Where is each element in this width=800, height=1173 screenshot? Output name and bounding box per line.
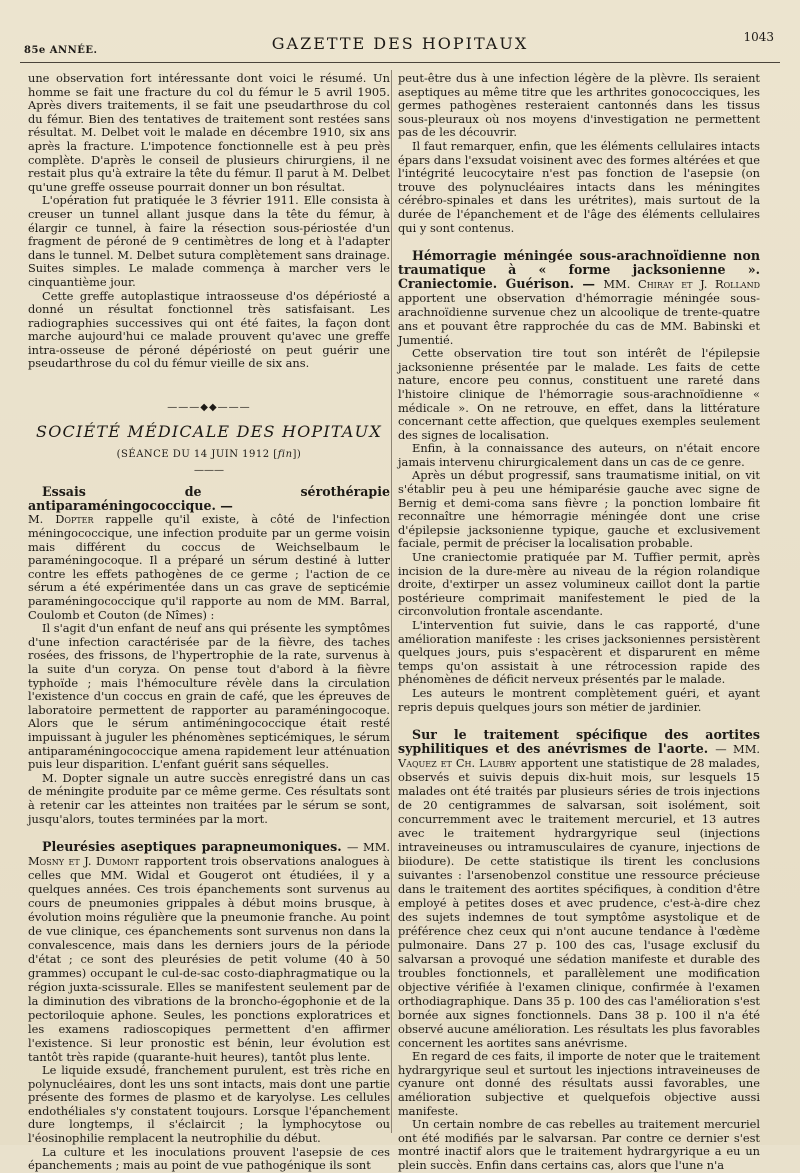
paragraph: Cette greffe autoplastique intraosseuse d'os dépériosté a donné un résultat fonctionnel très satisfaisant. Les radiographies successives qui ont été faites, la façon dont marche aujourd'hui ce malade prouvent qu'avec une greffe intra-osseuse de péroné dépériosté on peut guérir une pseudarthrose du col du fémur vieille de six ans.: [28, 288, 390, 371]
paragraph: Les auteurs le montrent complètement guéri, et ayant repris depuis quelques jours son métier de jardinier.: [398, 685, 760, 714]
ornament-rule: ———◆◆———: [167, 402, 251, 414]
author-name: M. Dopter: [28, 512, 94, 527]
journal-title: GAZETTE DES HOPITAUX: [271, 34, 529, 53]
paragraph: une observation fort intéressante dont voici le résumé. Un homme se fait une fracture du col du fémur le 5 avril 1905. Après divers traitements, il se fait une pseudarthrose du col du fémur. Bien des tentatives de traitement sont restées sans résultat. M. Delbet voit le malade en décembre 1910, six ans après la fracture. L'impotence fonctionnelle est à peu près complète. D'après le conseil de plusieurs chirurgiens, il ne restait plus qu'à extraire la tête du fémur. Il parut à M. Delbet qu'une greffe osseuse pourrait donner un bon résultat.: [28, 71, 390, 194]
paragraph: Cette observation tire tout son intérêt de l'épilepsie jacksonienne présentée par le malade. Les faits de cette nature, encore peu connus, constituent une rareté dans l'histoire clinique de l'hémorragie sous-arachnoïdienne « médicale ». On ne retrouve, en effet, dans la littérature concernant cette affection, que quelques exemples seulement des signes de localisation.: [398, 346, 760, 442]
paragraph: La culture et les inoculations prouvent l'asepsie de ces épanchements ; mais au point de vue pathogénique ils sont: [28, 1144, 390, 1173]
right-column: [398, 72, 760, 1173]
paragraph: Le liquide exsudé, franchement purulent, est très riche en polynucléaires, dont les uns sont intacts, mais dont une partie présente des formes de plasmo et de karyolyse. Les cellules endothéliales s'y constatent toujours. Lorsque l'épanchement dure longtemps, il s'éclaircit ; la lymphocytose ou l'éosinophilie remplacent la neutrophilie du début.: [28, 1063, 390, 1146]
author-name: — MM. Vaquez et Ch. Laubry: [398, 742, 760, 771]
paragraph: En regard de ces faits, il importe de noter que le traitement hydrargyrique seul et surtout les injections intraveineuses de cyanure ont donné des résultats aussi favorables, une amélioration subjective et quelquefois objective aussi manifeste.: [398, 1049, 760, 1118]
paragraph: L'intervention fut suivie, dans le cas rapporté, d'une amélioration manifeste : les crises jacksoniennes persistèrent quelques jours, puis s'espacèrent et disparurent en même temps qu'on assistait à une rétrocession rapide des phénomènes de déficit nerveux présentés par le malade.: [398, 618, 760, 687]
author-name: — MM. Mosny et J. Dumont: [28, 840, 390, 869]
paragraph: Un certain nombre de cas rebelles au traitement mercuriel ont été modifiés par le salvarsan. Par contre ce dernier s'est montré inactif alors que le traitement hydrargyrique a eu un plein succès. Enfin dans certains cas, alors que l'une n'a: [398, 1117, 760, 1172]
section-heading: Pleurésies aseptiques parapneumoniques. — MM. Mosny et J. Dumont rapportent trois observations analogues à celles que MM. Widal et Gougerot ont étudiées, il y a quelques années. Ces trois épanchements sont survenus au cours de pneumonies grippales à début moins brusque, à évolution moins régulière que la pneumonie franche. Au point de vue clinique, ces épanchements sont survenus non dans la convalescence, mais dans les derniers jours de la période d'état ; ce sont des pleurésies de petit volume (40 à 50 grammes) occupant le cul-de-sac costo-diaphragmatique ou la région juxta-scissurale. Elles se manifestent seulement par de la diminution des vibrations de la broncho-égophonie et de la pectoriloquie aphone. Seules, les ponctions exploratrices et les examens radioscopiques permettent d'en affirmer l'existence. Si leur pronostic est bénin, leur évolution est tantôt très rapide (quarante-huit heures), tantôt plus lente.: [28, 839, 390, 1065]
paragraph: Enfin, à la connaissance des auteurs, on n'était encore jamais intervenu chirurgicalement dans un cas de ce genre.: [398, 441, 760, 469]
issue-year: 85e ANNÉE.: [24, 45, 98, 56]
paragraph: peut-être dus à une infection légère de la plèvre. Ils seraient aseptiques au même titre que les arthrites gonococciques, les germes pathogènes resteraient cantonnés dans les tissus sous-pleuraux où nos moyens d'investigation ne permettent pas de les découvrir.: [398, 71, 760, 140]
page-number: 1043: [743, 30, 774, 44]
paragraph: Après un début progressif, sans traumatisme initial, on vit s'établir peu à peu une hémiparésie gauche avec signe de Bernig et demi-coma sans fièvre ; la ponction lombaire fit reconnaître une hémorragie méningée dont une crise d'épilepsie jacksonienne typique, gauche et exclusivement faciale, permit de préciser la localisation probable.: [398, 468, 760, 551]
author-name: MM. Chiray et J. Rolland: [603, 277, 760, 292]
session-line: (SÉANCE DU 14 JUIN 1912 [fin]): [116, 449, 302, 461]
column-divider: [391, 70, 392, 1133]
left-column: [28, 72, 390, 1173]
paragraph: M. Dopter rappelle qu'il existe, à côté de l'infection méningococcique, une infection produite par un germe voisin mais différent du coccus de Weichselbaum le paraméningocoque. Il a préparé un sérum destiné à lutter contre les effets pathogènes de ce germe ; l'action de ce sérum a été expérimentée dans un cas grave de septicémie paraméningococcique qu'il rapporte au nom de MM. Barral, Coulomb et Couton (de Nîmes) :: [28, 512, 390, 622]
section-heading: Sur le traitement spécifique des aortites syphilitiques et des anévrismes de l'aorte. — MM. Vaquez et Ch. Laubry apportent une statistique de 28 malades, observés et suivis depuis dix-huit mois, sur lesquels 15 malades ont été traités par plusieurs séries de trois injections de 20 centigrammes de salvarsan, soit isolément, soit concurremment avec le traitement mercuriel, et 13 autres avec le traitement hydrargyrique seul (injections intraveineuses ou intramusculaires de cyanure, injections de biiodure). De cette statistique ils tirent les conclusions suivantes : l'arsenobenzol constitue une ressource précieuse dans le traitement des aortites spécifiques, à condition d'être employé à petites doses et avec prudence, c'est-à-dire chez des sujets indemnes de tout symptôme asystolique et de préférence chez ceux qui n'ont aucune tendance à l'œdème pulmonaire. Dans 27 p. 100 des cas, l'usage exclusif du salvarsan a provoqué une sédation manifeste et durable des troubles fonctionnels, et parallèlement une modification objective vérifiée à l'examen clinique, confirmée à l'examen orthodiagraphique. Dans 35 p. 100 des cas l'amélioration s'est bornée aux signes fonctionnels. Dans 38 p. 100 il n'a été observé aucune amélioration. Les résultats les plus favorables concernent les aortites sans anévrisme.: [398, 727, 760, 1051]
separator-dash: ———: [194, 464, 224, 476]
paragraph: L'opération fut pratiquée le 3 février 1911. Elle consista à creuser un tunnel allant jusque dans la tête du fémur, à élargir ce tunnel, à faire la résection sous-périostée d'un fragment de péroné de 9 centimètres de long et à l'adapter dans le tunnel. M. Delbet sutura complètement sans drainage. Suites simples. Le malade commença à marcher vers le cinquantième jour.: [28, 193, 390, 289]
society-heading: [28, 401, 390, 477]
paragraph: M. Dopter signale un autre succès enregistré dans un cas de méningite produite par ce même germe. Ces résultats sont à retenir car les atteintes non traitées par le sérum se sont, jusqu'alors, toutes terminées par la mort.: [28, 770, 390, 826]
section-heading: Essais de sérothérapie antiparaméningococcique. —: [28, 484, 390, 514]
paragraph: Une craniectomie pratiquée par M. Tuffier permit, après incision de la dure-mère au niveau de la région rolandique droite, d'extirper un assez volumineux caillot dont la partie postérieure comprimait manifestement le pied de la circonvolution frontale ascendante.: [398, 550, 760, 619]
paragraph: Il faut remarquer, enfin, que les éléments cellulaires intacts épars dans l'exsudat voisinent avec des formes altérées et que l'intégrité leucocytaire n'est pas fonction de l'asepsie (on trouve des polynucléaires intacts dans les méningites cérébro-spinales et dans les urétrites), mais surtout de la durée de l'épanchement et de l'âge des éléments cellulaires qui y sont contenus.: [398, 138, 760, 235]
paragraph: Il s'agit d'un enfant de neuf ans qui présente les symptômes d'une infection caractérisée par de la fièvre, des taches rosées, des frissons, de l'hypertrophie de la rate, survenus à la suite d'un coryza. On pense tout d'abord à la fièvre typhoïde ; mais l'hémoculture révèle dans la circulation l'existence d'un coccus en grain de café, que les épreuves de laboratoire permettent de rapporter au paraméningocoque. Alors que le sérum antiméningococcique était resté impuissant à juguler les phénomènes septicémiques, le sérum antiparaméningococcique amena rapidement leur atténuation puis leur disparition. L'enfant guérit sans séquelles.: [28, 621, 390, 772]
section-heading: Hémorragie méningée sous-arachnoïdienne non traumatique à « forme jacksonienne ». Craniectomie. Guérison. — MM. Chiray et J. Rolland apportent une observation d'hémorragie méningée sous-arachnoïdienne survenue chez un alcoolique de trente-quatre ans et pouvant être rapprochée du cas de MM. Babinski et Jumentié.: [398, 248, 760, 348]
society-title: SOCIÉTÉ MÉDICALE DES HOPITAUX: [36, 421, 382, 441]
page-header: [20, 28, 780, 63]
